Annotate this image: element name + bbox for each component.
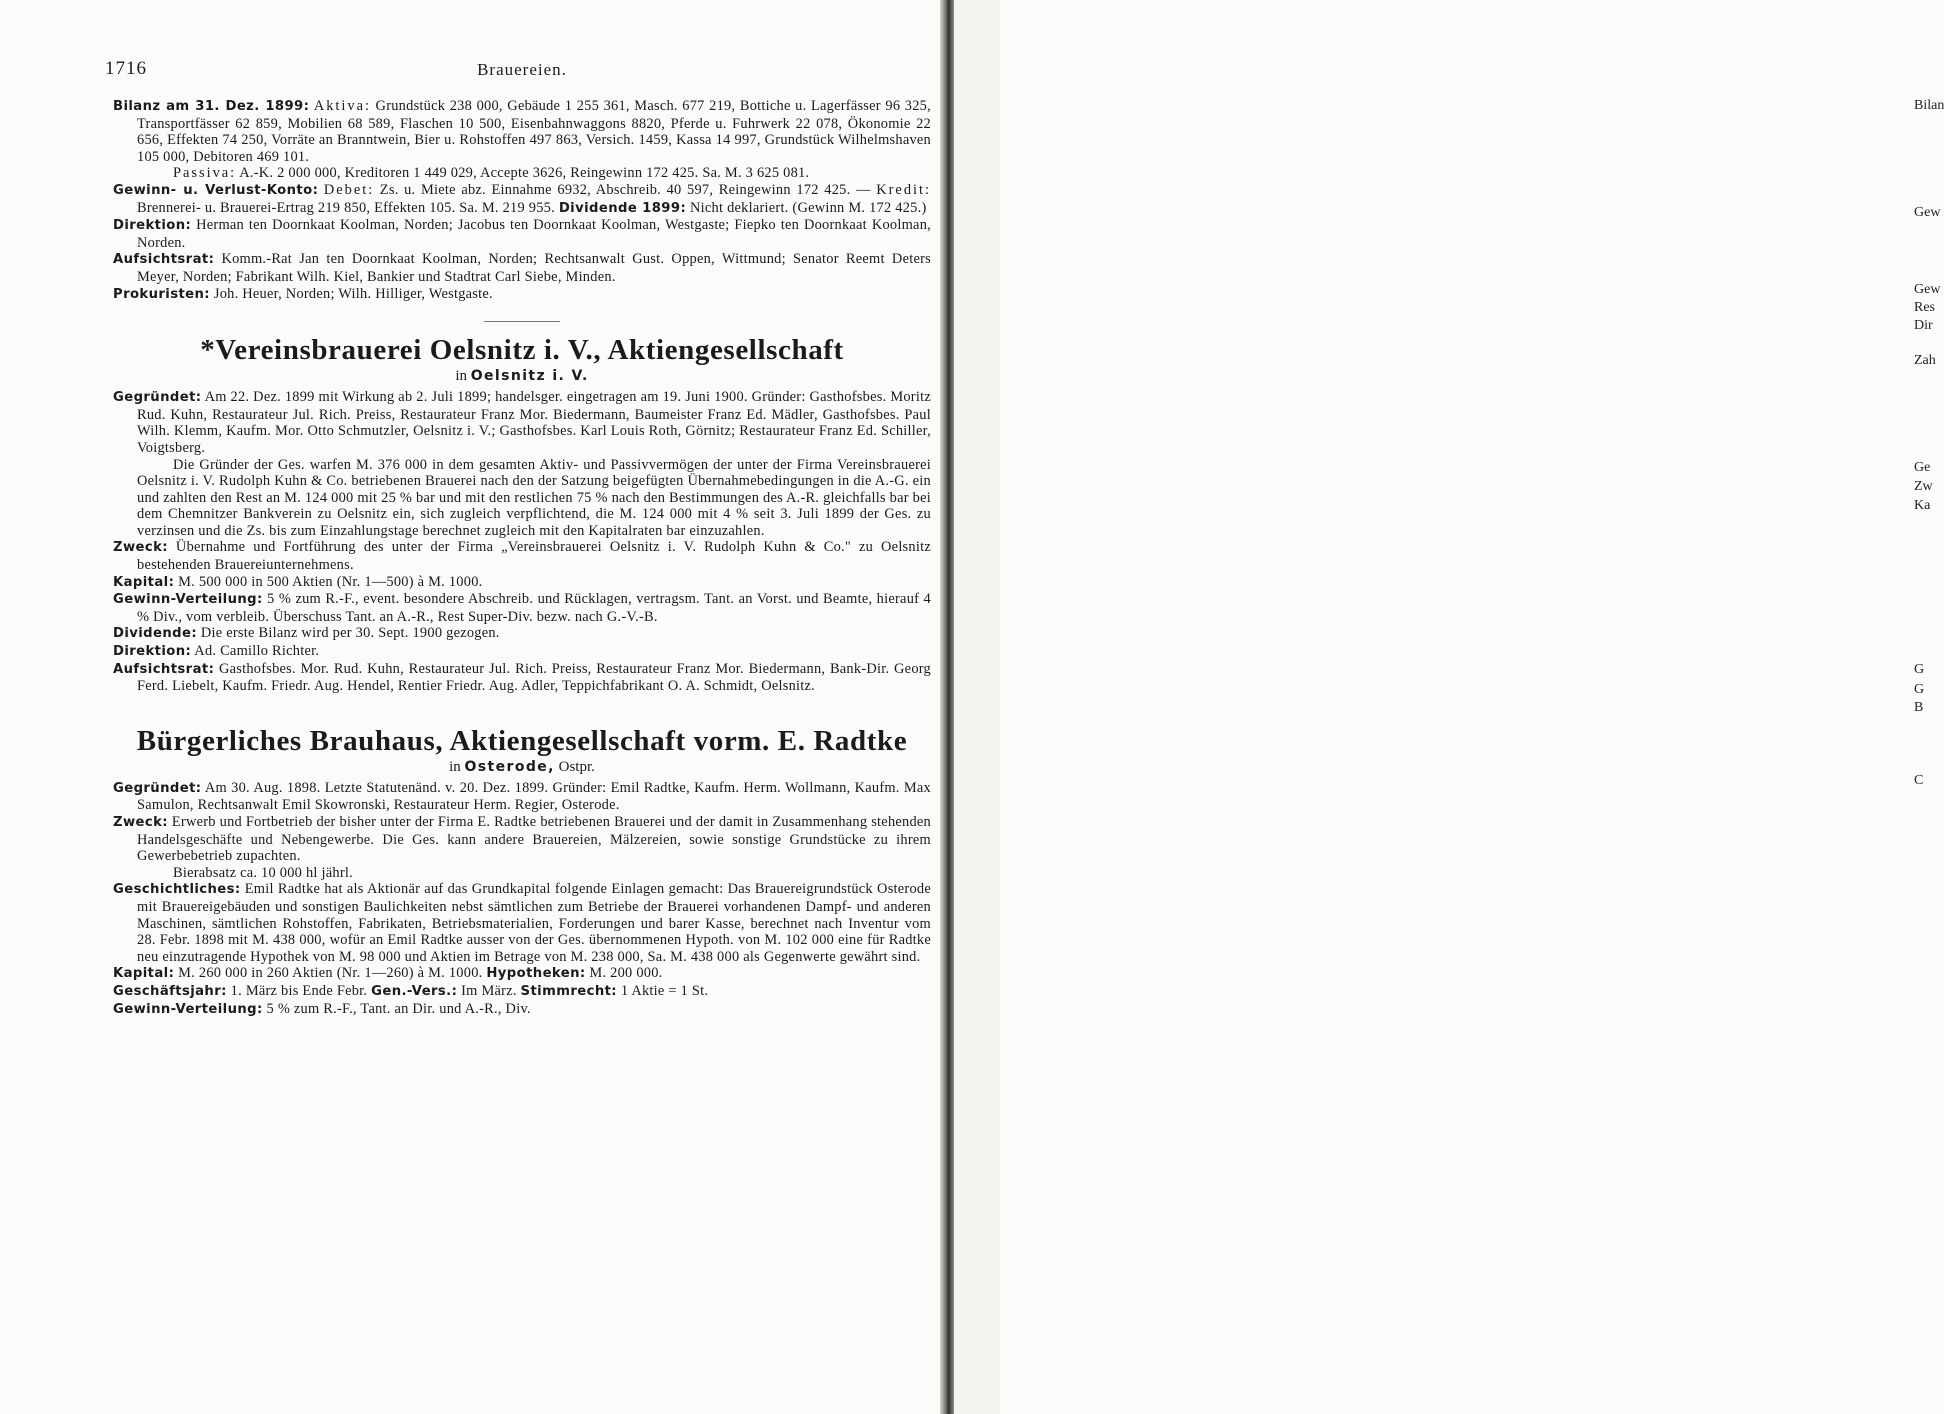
passiva-paragraph	[113, 165, 931, 182]
kapital-text: M. 500 000 in 500 Aktien (Nr. 1—500) à M. 1000.	[178, 573, 483, 590]
hypotheken-label: Hypotheken:	[486, 966, 586, 982]
running-head: Brauereien.	[477, 60, 567, 79]
company-title: Bürgerliches Brauhaus, Aktiengesellschaft vorm. E. Radtke	[136, 724, 908, 757]
facing-page-fragment: Zah	[1914, 353, 1936, 368]
zweck-text: Übernahme und Fortführung des unter der Firma „Vereinsbrauerei Oelsnitz i. V. Rudolph Kuhn & Co." zu Oelsnitz bestehenden Brauereiunternehmens.	[137, 539, 931, 574]
kapital-label: Kapital:	[113, 574, 175, 590]
kapital-paragraph	[113, 574, 931, 592]
facing-page-fragment: Res	[1914, 300, 1935, 315]
gegruendet-paragraph	[113, 780, 931, 814]
facing-page-fragment: G	[1914, 682, 1925, 697]
direktion-paragraph	[113, 643, 931, 661]
location-city: Oelsnitz i. V.	[470, 368, 589, 385]
gewinn-verteilung-text: 5 % zum R.-F., event. besondere Abschreib. und Rücklagen, vertragsm. Tant. an Vorst. und Beamte, hierauf 4 % Div., vom verbleib. Überschuss Tant. an A.-R., Rest Super-Div. bezw. nach G.-V.-B.	[137, 591, 931, 625]
gewinn-verlust-label: Gewinn- u. Verlust-Konto:	[113, 182, 319, 198]
aufsichtsrat-label: Aufsichtsrat:	[113, 661, 215, 677]
page-number: 1716	[105, 58, 147, 79]
location-prefix: in	[455, 368, 467, 385]
zweck-label: Zweck:	[113, 540, 168, 556]
gegruendet-label: Gegründet:	[113, 780, 202, 796]
aktiva-label: Aktiva:	[313, 98, 372, 114]
gewinn-verteilung-paragraph	[113, 591, 931, 625]
entry-vereinsbrauerei-oelsnitz	[113, 334, 931, 695]
dividende-label: Dividende:	[113, 626, 198, 642]
geschichtliches-paragraph	[113, 881, 931, 965]
geschichtliches-label: Geschichtliches:	[113, 882, 241, 898]
hypotheken-text: M. 200 000.	[589, 965, 663, 982]
facing-page-fragment: Gew	[1914, 205, 1941, 220]
page-content	[105, 58, 932, 1018]
gegruendet-label: Gegründet:	[113, 390, 202, 406]
kapital-label: Kapital:	[113, 966, 175, 982]
prokuristen-text: Joh. Heuer, Norden; Wilh. Hilliger, Westgaste.	[213, 285, 493, 302]
zweck-paragraph	[113, 814, 931, 865]
kredit-label: Kredit:	[876, 181, 932, 198]
aufsichtsrat-label: Aufsichtsrat:	[113, 252, 215, 268]
aktiva-text: Grundstück 238 000, Gebäude 1 255 361, Masch. 677 219, Bottiche u. Lagerfässer 96 325, Transportfässer 62 859, Mobilien 68 589, Flaschen 10 500, Eisenbahnwaggons 8820, Pferde u. Fuhrwerk 22 078, Ökonomie 22 656, Effekten 74 250, Vorräte an Branntwein, Bier u. Rohstoffen 497 863, Versich. 1459, Kassa 14 997, Grundstück Wilhelmshaven 105 000, Debitoren 469 101.	[137, 98, 931, 165]
geschaeftsjahr-text: 1. März bis Ende Febr.	[230, 982, 368, 999]
stimmrecht-text: 1 Aktie = 1 St.	[620, 982, 709, 999]
facing-page-fragment: Zw	[1914, 479, 1933, 494]
facing-page-fragment: Ka	[1914, 498, 1931, 513]
geschaeftsjahr-paragraph	[113, 983, 931, 1001]
dividende-text: Nicht deklariert. (Gewinn M. 172 425.)	[690, 199, 927, 216]
gewinn-verlust-paragraph	[113, 182, 931, 217]
bilanz-paragraph	[113, 98, 931, 165]
direktion-label: Direktion:	[113, 218, 192, 234]
gewinn-verteilung-label: Gewinn-Verteilung:	[113, 1001, 263, 1017]
geschichtliches-text: Emil Radtke hat als Aktionär auf das Grundkapital folgende Einlagen gemacht: Das Brauereigrundstück Osterode mit Brauereigebäuden und sonstigen Baulichkeiten nebst sämtlichen zum Betriebe der Brauerei vorhandenen Dampf- und anderen Maschinen, sämtlichen Rohstoffen, Fabrikaten, Betriebsmaterialien, Forderungen und barer Kasse, berechnet nach Inventur vom 28. Febr. 1898 mit M. 438 000, wofür an Emil Radtke ausser von der Ges. übernommenen Hypoth. von M. 102 000 eine für Radtke neu einzutragende Hypothek von M. 98 000 und Aktien im Betrage von M. 238 000, Sa. M. 438 000 als Gegenwerte gewährt sind.	[137, 881, 931, 965]
kapital-paragraph	[113, 965, 931, 983]
kredit-text: Brennerei- u. Brauerei-Ertrag 219 850, Effekten 105. Sa. M. 219 955.	[137, 199, 555, 216]
direktion-text: Herman ten Doornkaat Koolman, Norden; Jacobus ten Doornkaat Koolman, Westgaste; Fiepko ten Doornkaat Koolman, Norden.	[137, 217, 931, 251]
direktion-label: Direktion:	[113, 644, 192, 660]
bilanz-label: Bilanz am 31. Dez. 1899:	[113, 99, 310, 114]
aufsichtsrat-text: Gasthofsbes. Mor. Rud. Kuhn, Restaurateur Jul. Rich. Preiss, Restaurateur Franz Mor. Biedermann, Bank-Dir. Georg Ferd. Liebelt, Kaufm. Friedr. Aug. Hendel, Rentier Friedr. Aug. Adler, Teppichfabrikant O. A. Schmidt, Oelsnitz.	[137, 660, 931, 695]
gen-vers-label: Gen.-Vers.:	[371, 983, 458, 999]
gegruendet-paragraph	[113, 389, 931, 456]
gegruendet-text: Am 30. Aug. 1898. Letzte Statutenänd. v. 20. Dez. 1899. Gründer: Emil Radtke, Kaufm. Herm. Wollmann, Kaufm. Max Samulon, Rechtsanwalt Emil Skowronski, Restaurateur Herm. Regier, Osterode.	[137, 779, 931, 814]
kapital-text: M. 260 000 in 260 Aktien (Nr. 1—260) à M. 1000.	[178, 965, 483, 982]
gruender-paragraph: Die Gründer der Ges. warfen M. 376 000 in dem gesamten Aktiv- und Passivvermögen der unter der Firma Vereinsbrauerei Oelsnitz i. V. Rudolph Kuhn & Co. betriebenen Brauerei nach den der Satzung beigefügten Übernahmebedingungen in die A.-G. ein und zahlten den Rest an M. 124 000 mit 25 % bar und mit den restlichen 75 % nach den Bestimmungen des A.-R. gleichfalls bar bei dem Chemnitzer Bankverein zu Oelsnitz ein, sich zugleich verpflichtend, die M. 124 000 mit 4 % seit 3. Juli 1899 der Ges. zu verzinsen und die Zs. bis zum Einzahlungstage berechnet zugleich mit den Kapitalraten bar einzuzahlen.	[137, 456, 931, 539]
geschaeftsjahr-label: Geschäftsjahr:	[113, 983, 227, 999]
company-location	[113, 758, 931, 776]
direktion-paragraph	[113, 217, 931, 251]
location-prefix: in	[449, 758, 461, 775]
dividende-paragraph	[113, 625, 931, 643]
gen-vers-text: Im März.	[461, 982, 517, 999]
page-binding-edge	[940, 0, 954, 1414]
aufsichtsrat-paragraph	[113, 251, 931, 285]
facing-page-fragment: G	[1914, 662, 1925, 677]
gewinn-verteilung-text: 5 % zum R.-F., Tant. an Dir. und A.-R., Div.	[266, 1000, 531, 1017]
entry-buergerliches-brauhaus	[113, 725, 931, 1018]
debet-label: Debet:	[323, 181, 375, 198]
prokuristen-label: Prokuristen:	[113, 286, 210, 302]
debet-text: Zs. u. Miete abz. Einnahme 6932, Abschreib. 40 597, Reingewinn 172 425. —	[379, 181, 871, 198]
zweck-label: Zweck:	[113, 815, 168, 830]
dividende-label: Dividende 1899:	[558, 200, 687, 216]
bierabsatz-paragraph: Bierabsatz ca. 10 000 hl jährl.	[173, 864, 353, 881]
facing-page-fragment: Bilan	[1914, 98, 1944, 113]
zweck-text: Erwerb und Fortbetrieb der bisher unter der Firma E. Radtke betriebenen Brauerei und der damit in Zusammenhang stehenden Handelsgeschäfte und Nebengewerbe. Die Ges. kann andere Brauereien, Mälzereien, sowie sonstige Grundstücke zu ihrem Gewerbebetrieb zupachten.	[137, 814, 931, 865]
aufsichtsrat-paragraph	[113, 661, 931, 695]
gewinn-verteilung-paragraph	[113, 1001, 931, 1019]
passiva-label: Passiva:	[173, 165, 237, 182]
entry-doornkaat-continued	[113, 98, 931, 303]
prokuristen-paragraph	[113, 286, 931, 304]
aufsichtsrat-text: Komm.-Rat Jan ten Doornkaat Koolman, Norden; Rechtsanwalt Gust. Oppen, Wittmund; Senator Reemt Deters Meyer, Norden; Fabrikant Wilh. Kiel, Bankier und Stadtrat Carl Siebe, Minden.	[137, 251, 931, 285]
passiva-text: A.-K. 2 000 000, Kreditoren 1 449 029, Accepte 3626, Reingewinn 172 425. Sa. M. 3 625 081.	[239, 165, 810, 182]
facing-page-strip	[954, 0, 1944, 1414]
gegruendet-text: Am 22. Dez. 1899 mit Wirkung ab 2. Juli 1899; handelsger. eingetragen am 19. Juni 1900. Gründer: Gasthofsbes. Moritz Rud. Kuhn, Restaurateur Jul. Rich. Preiss, Restaurateur Franz Mor. Biedermann, Baumeister Franz Ed. Mädler, Gasthofsbes. Paul Wilh. Klemm, Kaufm. Mor. Otto Schmutzler, Oelsnitz i. V.; Gasthofsbes. Karl Louis Roth, Görnitz; Restaurateur Franz Ed. Schiller, Voigtsberg.	[137, 389, 931, 456]
location-city: Osterode,	[464, 758, 555, 775]
section-divider	[484, 321, 560, 322]
page-header	[105, 58, 931, 98]
facing-page-fragment: Gew	[1914, 282, 1941, 297]
facing-page-fragment: B	[1914, 700, 1924, 715]
section-spacer	[113, 695, 931, 725]
gewinn-verteilung-label: Gewinn-Verteilung:	[113, 592, 263, 608]
stimmrecht-label: Stimmrecht:	[520, 983, 617, 999]
dividende-text: Die erste Bilanz wird per 30. Sept. 1900 gezogen.	[200, 625, 500, 642]
facing-page-fragment: Dir	[1914, 318, 1933, 333]
company-location	[113, 367, 931, 385]
facing-page-fragment: Ge	[1914, 460, 1931, 475]
location-suffix: Ostpr.	[558, 758, 595, 775]
zweck-paragraph	[113, 539, 931, 573]
company-title: *Vereinsbrauerei Oelsnitz i. V., Aktiengesellschaft	[200, 334, 844, 367]
direktion-text: Ad. Camillo Richter.	[194, 643, 320, 660]
facing-page-fragment: C	[1914, 773, 1924, 788]
